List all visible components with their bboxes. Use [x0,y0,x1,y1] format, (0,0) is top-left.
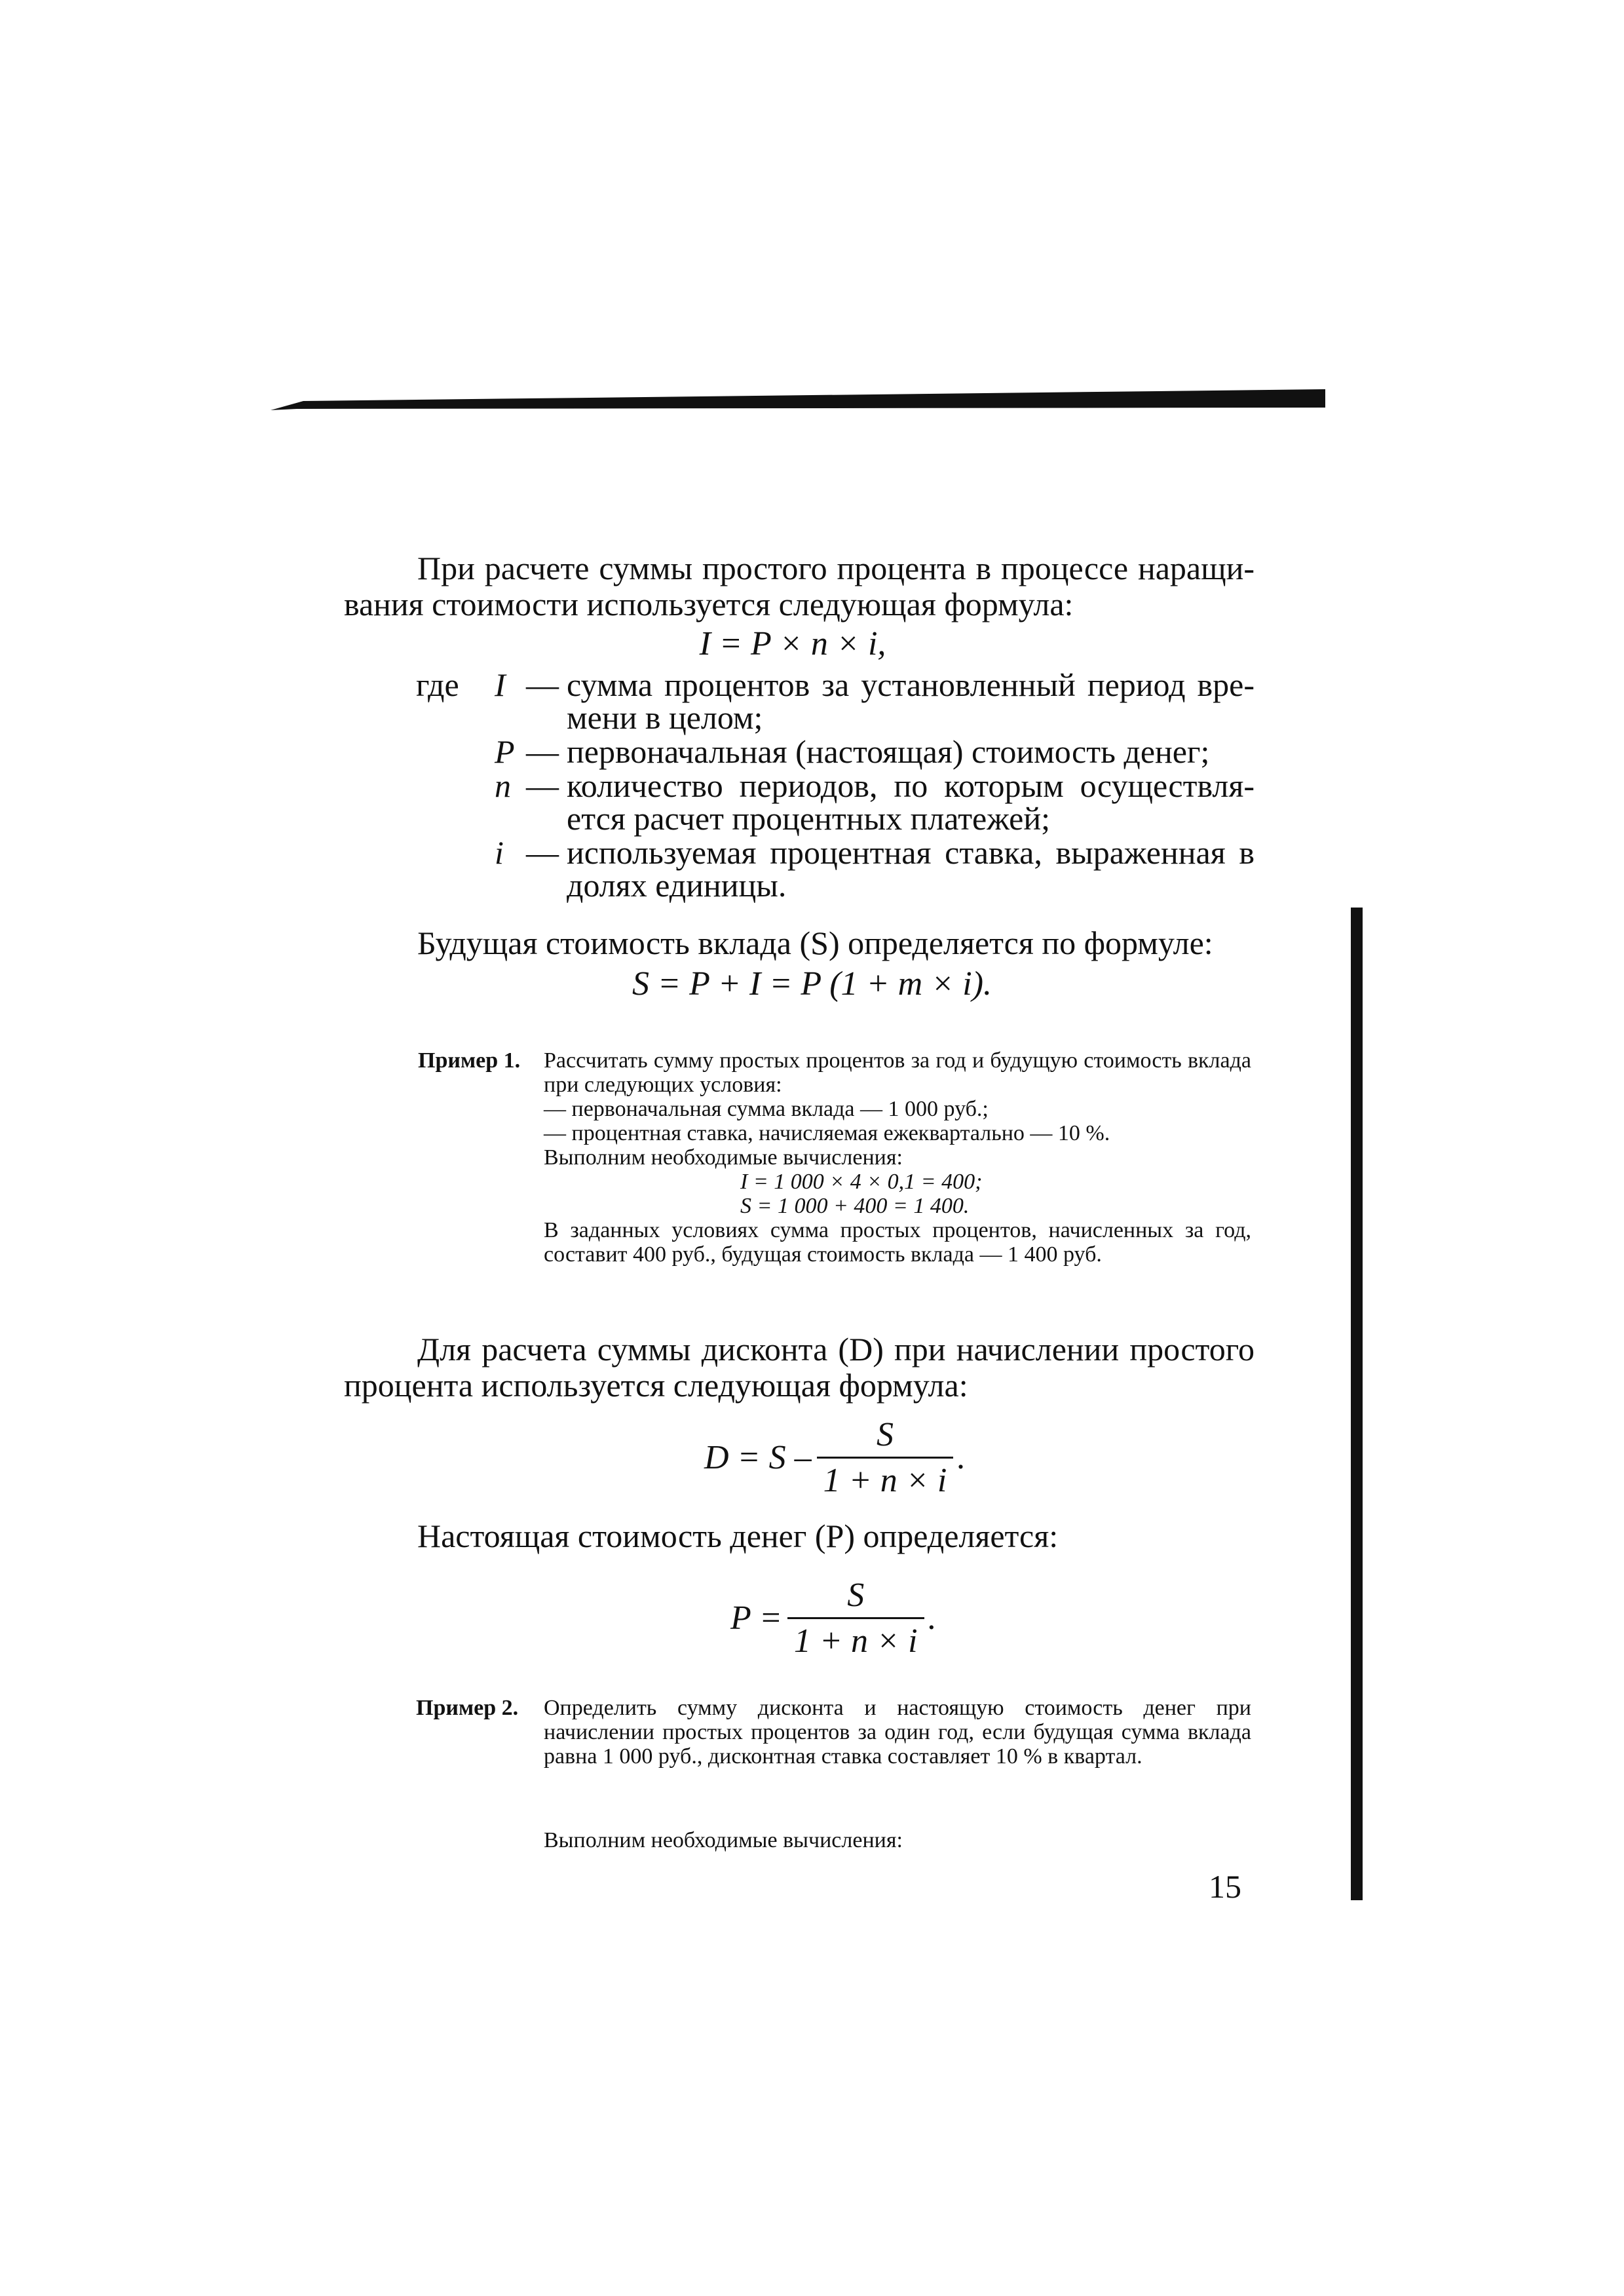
definition-text: сумма процентов за установленный период вре- мени в целом; [567,666,1255,736]
intro-line-2: вания стоимости используется следующая формула: [344,586,1074,622]
formula-present-value-lhs: P = [730,1599,782,1637]
formula-simple-interest: I = P × n × i, [699,625,886,662]
definition-symbol: i [495,834,504,871]
formula-discount [704,1415,966,1500]
future-value-text: Будущая стоимость вклада (S) определяется по формуле: [417,925,1213,961]
example-2-label: Пример 2. [416,1696,519,1720]
discount-line-1: Для расчета суммы дисконта (D) при начислении простого [417,1331,1255,1368]
example-1-body [544,1048,1251,1267]
present-value-text: Настоящая стоимость денег (P) определяется: [417,1518,1059,1554]
definitions-list [416,668,1255,903]
definition-text: используемая процентная ставка, выраженная в долях единицы. [567,834,1255,904]
formula-discount-denominator: 1 + n × i [817,1457,954,1500]
page-number: 15 [1209,1868,1241,1905]
definition-dash: — [526,834,559,871]
definition-symbol: I [495,666,506,703]
formula-discount-fraction [817,1415,954,1500]
example-1-line: Выполним необходимые вычисления: [544,1145,903,1170]
example-2-body [544,1696,1251,1769]
definition-text: первоначальная (настоящая) стоимость денег; [567,733,1210,770]
definition-row [416,769,1255,835]
example-1-conclusion: В заданных условиях сумма простых процентов, начисленных за год, составит 400 руб., будущая стоимость вклада — 1 400 руб. [544,1218,1251,1267]
formula-future-value: S = P + I = P (1 + m × i). [632,965,992,1003]
example-1-line: — первоначальная сумма вклада — 1 000 руб.; [544,1097,989,1121]
definition-row [416,836,1255,902]
formula-present-value-tail: . [928,1599,937,1637]
formula-discount-tail: . [957,1439,966,1476]
definition-dash: — [526,666,559,703]
example-1-line: — процентная ставка, начисляемая ежеквартально — 10 %. [544,1121,1110,1145]
definition-symbol: P [495,733,515,770]
discount-line-2: процента используется следующая формула: [344,1367,968,1404]
formula-present-value-fraction [787,1576,924,1660]
example-2-calc-intro: Выполним необходимые вычисления: [544,1828,903,1852]
side-rule [1351,908,1363,1900]
example-1-line: Рассчитать сумму простых процентов за год и будущую стоимость вклада при следующих условия: [544,1048,1251,1097]
intro-paragraph [344,549,1255,587]
definition-row [416,735,1255,768]
definition-symbol: n [495,767,511,804]
intro-line-1: При расчете суммы простого процента в процессе наращи- [417,550,1255,586]
formula-present-value [730,1576,937,1660]
formula-present-value-numerator: S [847,1577,865,1614]
definition-dash: — [526,767,559,804]
definition-dash: — [526,733,559,770]
formula-discount-numerator: S [876,1416,894,1453]
example-1-label: Пример 1. [418,1048,521,1073]
top-rule [271,385,1325,411]
definition-row [416,668,1255,734]
definition-text: количество периодов, по которым осуществля- ется расчет процентных платежей; [567,767,1255,837]
example-2-text: Определить сумму дисконта и настоящую стоимость денег при начислении простых процентов за один год, если будущая сумма вклада равна 1 000 руб., дисконтная ставка составляет 10 % в квартал. [544,1696,1251,1769]
example-1-calc-2: S = 1 000 + 400 = 1 400. [740,1194,970,1218]
formula-discount-lhs: D = S – [704,1439,812,1476]
example-1-calc-1: I = 1 000 × 4 × 0,1 = 400; [740,1170,983,1194]
formula-present-value-denominator: 1 + n × i [787,1617,924,1660]
definitions-lead: где [416,666,459,703]
